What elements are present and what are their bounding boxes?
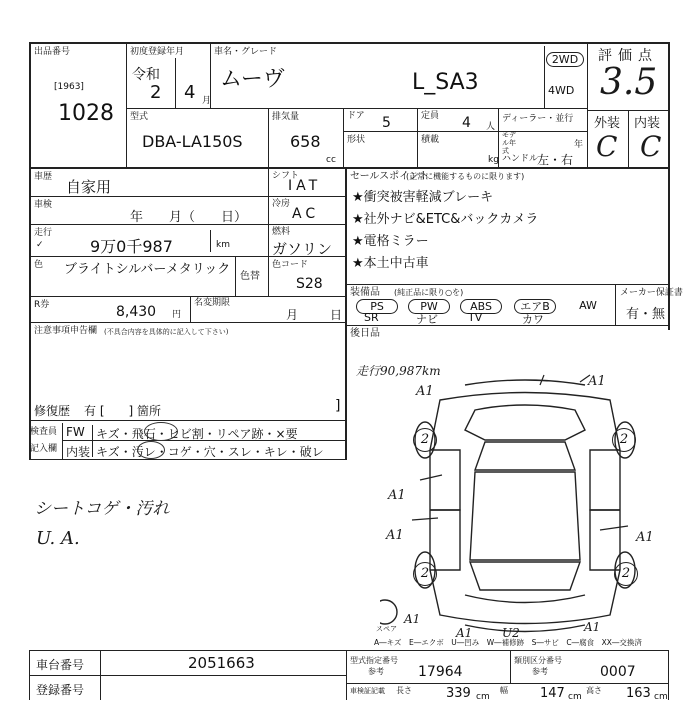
handle-label: ハンドル [502, 154, 539, 164]
shift-label: シフト [272, 171, 300, 181]
equipment-item-top: PW [408, 299, 450, 314]
hood [465, 405, 585, 440]
car-name: ムーヴ [220, 67, 285, 92]
lot-sub: [1963] [54, 82, 84, 92]
int-circle-mark [137, 441, 165, 459]
displacement-label: 排気量 [272, 112, 300, 122]
width-label: 幅 [500, 686, 508, 695]
windshield [475, 442, 575, 470]
mark-rear-corner-left: A1 [404, 612, 421, 626]
int-items: キズ・汚レ・コゲ・穴・スレ・キレ・破レ [96, 445, 324, 459]
equipment-item-bottom: TV [468, 311, 483, 324]
color: ブライトシルバーメタリック [64, 262, 231, 277]
shift: IAT [288, 178, 322, 194]
name-change-label: 名変期限 [194, 298, 231, 308]
name-change-month: 月 [286, 308, 299, 322]
equipment-sub: (純正品に限り○を) [394, 288, 464, 297]
mark-front-left: A1 [416, 384, 434, 399]
chassis-label: 車台番号 [36, 658, 85, 672]
usage: 自家用 [66, 178, 112, 196]
grade: L_SA3 [412, 70, 479, 95]
mark-rear-bumper-right: A1 [584, 620, 601, 634]
reg-month: 4 [184, 82, 196, 103]
mark-front-right: A1 [588, 374, 606, 389]
ac-label: 冷房 [272, 199, 291, 209]
length-label: 長さ [396, 686, 412, 695]
name-change-day: 日 [330, 308, 343, 322]
front-bumper [465, 380, 585, 385]
color-code: S28 [296, 276, 323, 292]
length-unit: cm [476, 692, 490, 702]
height-unit: cm [654, 692, 668, 702]
mark-rear-left: 2 [413, 562, 437, 586]
type-no-label: 型式指定番号 [350, 656, 398, 665]
mileage-label: 走行 [34, 228, 53, 238]
model-label: 型式 [130, 112, 149, 122]
car-name-label: 車名・グレード [214, 47, 278, 57]
equipment-item-bottom: SR [364, 311, 379, 324]
capacity: 4 [462, 115, 471, 131]
chassis-no: 2051663 [188, 654, 255, 672]
drive-4wd: 4WD [548, 84, 575, 97]
mark-right-door-rear: A1 [636, 530, 654, 545]
right-rear-door [590, 510, 620, 570]
length: 339 [446, 686, 471, 701]
class-no-ref: 参考 [532, 667, 548, 676]
mileage: 9万0千987 [90, 237, 173, 256]
handle-value: 左・右 [537, 153, 574, 167]
right-front-door [590, 450, 620, 510]
height-label: 高さ [586, 686, 602, 695]
rear-bumper [465, 625, 585, 632]
exterior-label: 外装 [594, 116, 621, 131]
rear-glass [470, 562, 580, 590]
selling-point-item: ★本土中古車 [352, 256, 429, 271]
load-label: 積載 [421, 135, 440, 145]
dim-label: 車検証記載 [350, 687, 385, 695]
repair-bracket: ] [335, 398, 341, 414]
person-unit: 人 [486, 122, 496, 132]
inspector-label-2: 記入欄 [30, 444, 58, 454]
car-diagram [380, 370, 670, 640]
int-label: 内装 [66, 445, 91, 459]
month-unit: 月 [202, 96, 212, 106]
era: 令和 [132, 67, 160, 83]
selling-point-item: ★社外ナビ&ETC&バックカメラ [352, 212, 539, 227]
notes-sub: (不具合内容を具体的に記入して下さい) [104, 328, 229, 336]
usage-label: 車歴 [34, 172, 53, 182]
mark-rear-right: 2 [614, 562, 638, 586]
rear-gate [465, 595, 585, 603]
ac: AC [292, 206, 320, 222]
equipment-item-top: ABS [460, 299, 502, 314]
mark-rear-bumper-dent: U2 [502, 626, 520, 640]
selling-point-item: ★電格ミラー [352, 234, 429, 249]
equipment-item-bottom: カワ [522, 313, 544, 326]
selling-points-label: セールスポイント [350, 171, 430, 182]
selling-points-sub: (正常に機能するものに限ります) [406, 172, 525, 181]
inspector-label-1: 検査員 [30, 427, 58, 437]
equipment-item-bottom: ナビ [416, 313, 438, 326]
mileage-check: ✓ [36, 240, 44, 250]
color-label: 色 [34, 260, 44, 270]
year-unit: 年 [574, 140, 584, 150]
equipment-item-top: AW [579, 299, 597, 312]
exterior-grade: C [596, 130, 618, 163]
spare-tire [380, 600, 397, 624]
roof [470, 472, 580, 560]
equipment-item-top: エアB [514, 299, 556, 314]
warranty-value: 有・無 [626, 307, 666, 322]
warranty-label: メーカー保証書 [620, 288, 683, 298]
cc-unit: cc [326, 155, 336, 165]
fuel: ガソリン [272, 240, 333, 258]
after-label: 後日品 [350, 328, 380, 339]
width: 147 [540, 686, 565, 701]
width-unit: cm [568, 692, 582, 702]
fw-label: FW [66, 425, 85, 439]
mark-rear-bumper-left: A1 [456, 626, 473, 640]
body-outline [430, 393, 620, 624]
color-code-label: 色コード [272, 260, 309, 270]
doors: 5 [382, 115, 391, 131]
interior-label: 内装 [634, 116, 661, 131]
repaint-label: 色替 [240, 271, 260, 282]
drive-2wd-circled: 2WD [546, 52, 584, 67]
mark-fender-left: 2 [413, 428, 437, 452]
yen-unit: 円 [172, 310, 182, 320]
left-rear-door [430, 510, 460, 570]
mark-fender-right: 2 [612, 428, 636, 452]
dealer-label: ディーラー・並行 [502, 114, 574, 124]
model-year-label: モデル年式 [502, 131, 516, 155]
capacity-label: 定員 [421, 111, 440, 121]
lot-label: 出品番号 [34, 47, 71, 57]
recycle-label: R券 [34, 300, 50, 310]
equipment-item-top: PS [356, 299, 398, 314]
fw-circle-mark [144, 422, 178, 441]
score: 3.5 [600, 62, 658, 103]
mark-left-door-rear: A1 [386, 528, 404, 543]
equipment-label: 装備品 [350, 287, 380, 298]
inspection-label: 車検 [34, 200, 53, 210]
damage-legend: A―キズ E―エクボ U―凹み W―補修跡 S―サビ C―腐食 XX―交換済 [374, 638, 642, 647]
score-label: 評価点 [598, 48, 658, 64]
class-no-label: 類別区分番号 [514, 656, 562, 665]
spare-label: スペア [376, 625, 397, 633]
handwritten-note-1: シートコゲ・汚れ [34, 499, 170, 519]
km-unit: km [216, 240, 230, 250]
height: 163 [626, 686, 651, 701]
reg-no-label: 登録番号 [36, 683, 85, 697]
model-value: DBA-LA150S [142, 132, 243, 151]
mark-left-door-front: A1 [388, 488, 406, 503]
handwritten-note-2: U. A. [36, 528, 80, 549]
selling-point-item: ★衝突被害軽減ブレーキ [352, 190, 494, 205]
kg-unit: kg [488, 155, 499, 165]
fuel-label: 燃料 [272, 227, 291, 237]
interior-grade: C [640, 130, 662, 163]
lot-number: 1028 [58, 101, 114, 126]
reg-year: 2 [150, 82, 162, 103]
fw-items: キズ・飛石・ヒビ割・リペア跡・×要 [96, 427, 298, 441]
class-no: 0007 [600, 664, 636, 680]
doors-label: ドア [347, 111, 365, 121]
repair-label: 修復歴 [34, 404, 71, 418]
recycle-fee: 8,430 [116, 304, 157, 320]
repair-value: 有 [ ] 箇所 [84, 404, 161, 418]
inspection-value: 年 月（ 日） [130, 210, 248, 225]
shape-label: 形状 [347, 135, 366, 145]
type-no: 17964 [418, 664, 463, 680]
diagram-mileage-note: 走行90,987km [356, 364, 441, 378]
type-no-ref: 参考 [368, 667, 384, 676]
notes-label: 注意事項申告欄 [34, 326, 98, 336]
displacement: 658 [290, 132, 321, 151]
left-front-door [430, 450, 460, 510]
reg-label: 初度登録年月 [130, 47, 185, 57]
